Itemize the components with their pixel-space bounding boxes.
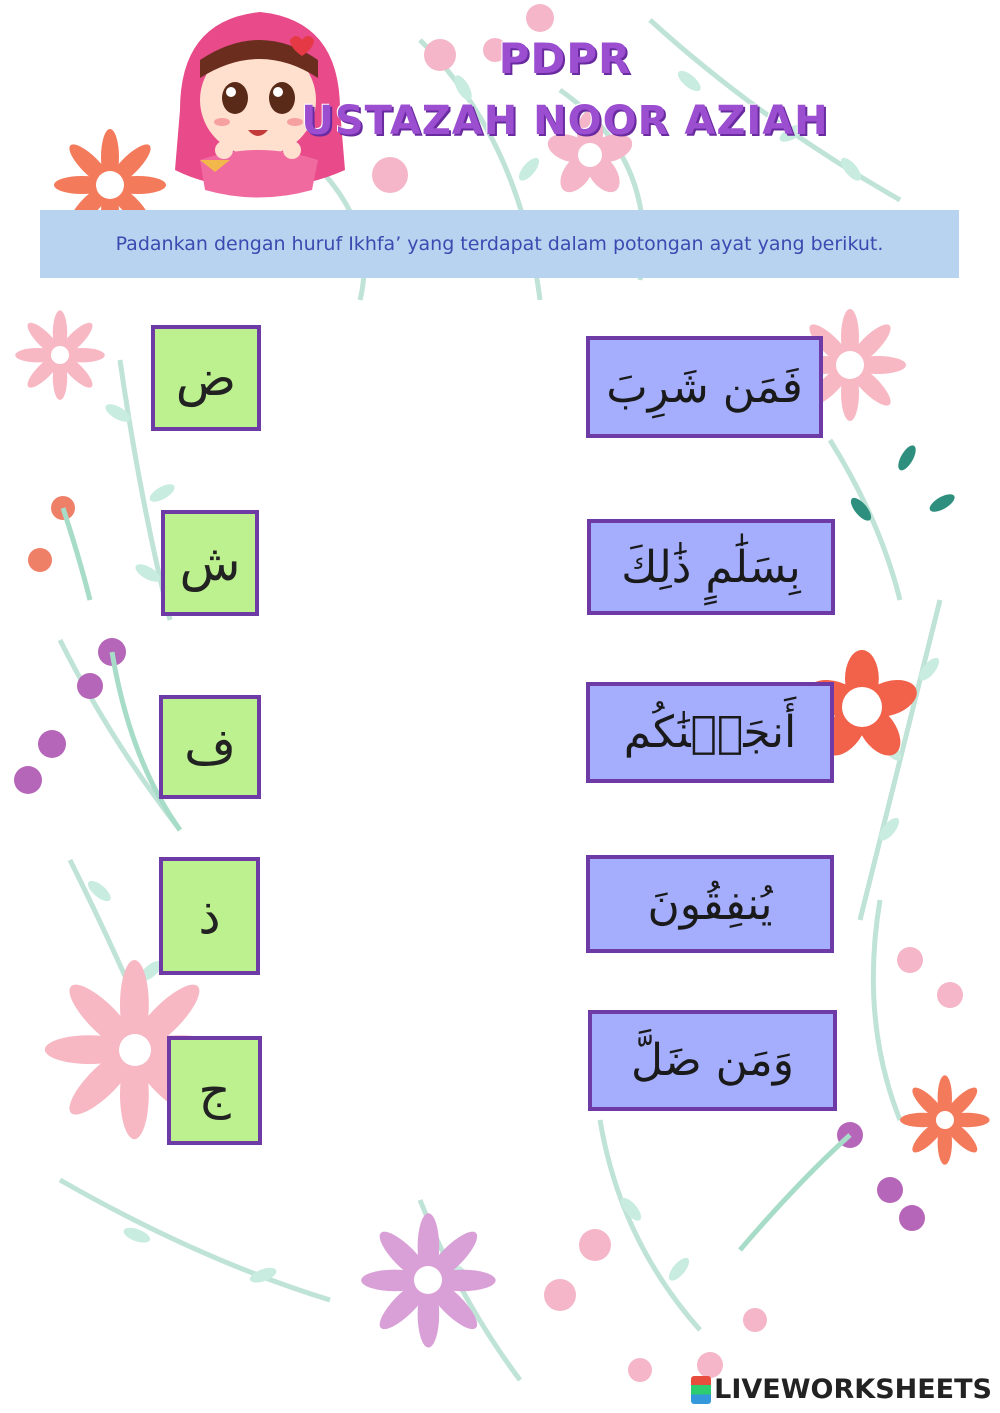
- instruction-banner: Padankan dengan huruf Ikhfa’ yang terdapat dalam potongan ayat yang berikut.: [40, 210, 959, 278]
- page-title: PDPR: [498, 34, 632, 83]
- letter-tile-3[interactable]: ف: [159, 695, 261, 799]
- phrase-tile-1[interactable]: فَمَن شَرِبَ: [586, 336, 823, 438]
- brand-name: LIVEWORKSHEETS: [714, 1374, 992, 1405]
- letter-tile-2[interactable]: ش: [161, 510, 259, 616]
- phrase-tile-2[interactable]: بِسَلَٰمٍ ذَٰلِكَ: [587, 519, 835, 615]
- phrase-tile-3[interactable]: أَنجَيۡنَٰكُم: [586, 682, 834, 783]
- letter-tile-4[interactable]: ذ: [159, 857, 260, 975]
- letter-tile-1[interactable]: ض: [151, 325, 261, 431]
- phrase-tile-4[interactable]: يُنفِقُونَ: [586, 855, 834, 953]
- page-subtitle: USTAZAH NOOR AZIAH: [301, 98, 829, 144]
- liveworksheets-icon: [691, 1376, 711, 1404]
- liveworksheets-logo: [691, 1374, 992, 1405]
- letter-tile-5[interactable]: ج: [167, 1036, 262, 1145]
- phrase-tile-5[interactable]: وَمَن ضَلَّ: [588, 1010, 837, 1111]
